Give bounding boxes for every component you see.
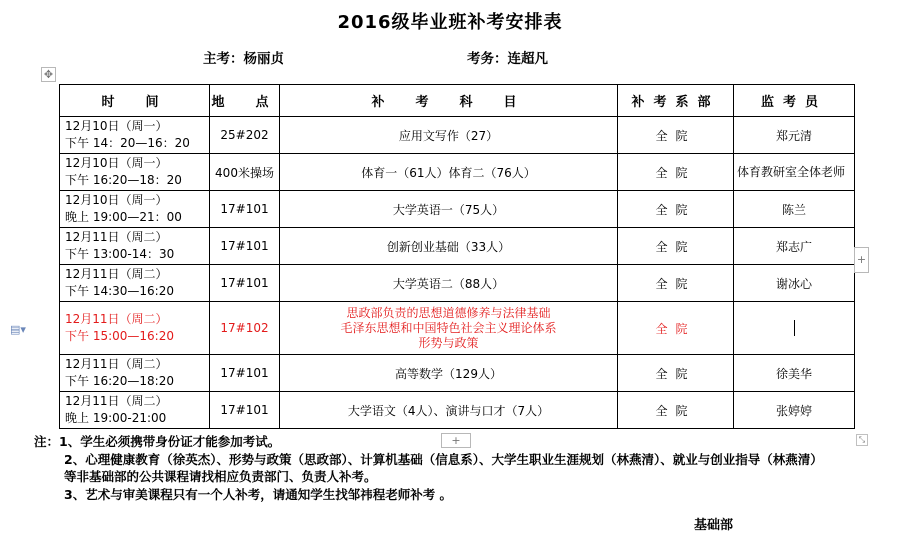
text-cursor xyxy=(794,320,795,336)
header-dept: 补考系部 xyxy=(618,85,734,117)
time-cell[interactable]: 12月11日（周二） 下午 13:00-14：30 xyxy=(60,228,210,265)
time-cell[interactable]: 12月11日（周二） 下午 16:20—18:20 xyxy=(60,355,210,392)
dept-cell[interactable]: 全院 xyxy=(618,154,734,191)
time-cell[interactable]: 12月11日（周二） 晚上 19:00-21:00 xyxy=(60,392,210,429)
invigilator-cell[interactable] xyxy=(734,302,855,355)
note-1: 注：1、学生必须携带身份证才能参加考试。 xyxy=(34,434,281,449)
dept-cell[interactable]: 全院 xyxy=(618,355,734,392)
place-cell[interactable]: 17#101 xyxy=(210,355,280,392)
exam-affairs: 考务：连超凡 xyxy=(467,51,548,67)
subject-cell[interactable]: 思政部负责的思想道德修养与法律基础 毛泽东思想和中国特色社会主义理论体系 形势与政策 xyxy=(280,302,618,355)
place-cell[interactable]: 17#101 xyxy=(210,191,280,228)
table-row xyxy=(60,228,855,265)
page-title: 2016级毕业班补考安排表 xyxy=(337,12,563,33)
invigilator-cell[interactable]: 陈兰 xyxy=(734,191,855,228)
time-cell[interactable]: 12月10日（周一） 下午 14：20—16：20 xyxy=(60,117,210,154)
place-cell[interactable]: 17#101 xyxy=(210,228,280,265)
subject-cell[interactable]: 应用文写作（27） xyxy=(280,117,618,154)
add-column-plus-icon[interactable]: + xyxy=(854,247,869,273)
subject-cell[interactable]: 体育一（61人）体育二（76人） xyxy=(280,154,618,191)
place-cell[interactable]: 25#202 xyxy=(210,117,280,154)
table-row xyxy=(60,191,855,228)
time-cell[interactable]: 12月11日（周二） 下午 14:30—16:20 xyxy=(60,265,210,302)
table-row xyxy=(60,154,855,191)
invigilator-cell[interactable]: 谢冰心 xyxy=(734,265,855,302)
subject-cell[interactable]: 高等数学（129人） xyxy=(280,355,618,392)
dept-cell[interactable]: 全院 xyxy=(618,117,734,154)
table-resize-handle-icon[interactable]: ⤡ xyxy=(856,434,868,446)
note-2-continued: 等非基础部的公共课程请找相应负责部门、负责人补考。 xyxy=(64,469,377,484)
footer-department: 基础部 xyxy=(694,518,734,533)
table-row xyxy=(60,117,855,154)
dept-cell[interactable]: 全院 xyxy=(618,392,734,429)
note-2: 2、心理健康教育（徐英杰）、形势与政策（思政部）、计算机基础（信息系）、大学生职业生涯规划（林燕清）、就业与创业指导（林燕清） xyxy=(64,451,823,467)
subject-cell[interactable]: 大学语文（4人）、演讲与口才（7人） xyxy=(280,392,618,429)
invigilator-cell[interactable]: 体育教研室全体老师 xyxy=(734,154,855,191)
header-place: 地 点 xyxy=(210,85,280,117)
place-cell[interactable]: 17#102 xyxy=(210,302,280,355)
time-cell[interactable]: 12月10日（周一） 下午 16:20—18：20 xyxy=(60,154,210,191)
time-cell[interactable]: 12月11日（周二） 下午 15:00—16:20 xyxy=(60,302,210,355)
place-cell[interactable]: 17#101 xyxy=(210,265,280,302)
chief-examiner: 主考：杨丽贞 xyxy=(203,51,284,67)
table-row xyxy=(60,265,855,302)
dept-cell[interactable]: 全院 xyxy=(618,302,734,355)
dept-cell[interactable]: 全院 xyxy=(618,228,734,265)
place-cell[interactable]: 17#101 xyxy=(210,392,280,429)
subject-cell[interactable]: 大学英语二（88人） xyxy=(280,265,618,302)
header-invigilator: 监考员 xyxy=(734,85,855,117)
dept-cell[interactable]: 全院 xyxy=(618,191,734,228)
schedule-table xyxy=(59,84,855,429)
table-row xyxy=(60,392,855,429)
subject-cell[interactable]: 大学英语一（75人） xyxy=(280,191,618,228)
note-3: 3、艺术与审美课程只有一个人补考，请通知学生找邹祎程老师补考 。 xyxy=(64,486,453,502)
table-row-highlighted xyxy=(60,302,855,355)
invigilator-cell[interactable]: 徐美华 xyxy=(734,355,855,392)
notes xyxy=(34,433,874,503)
header-subject: 补 考 科 目 xyxy=(280,85,618,117)
subject-cell[interactable]: 创新创业基础（33人） xyxy=(280,228,618,265)
document-icon[interactable]: ▤▾ xyxy=(10,323,26,336)
invigilator-cell[interactable]: 郑元清 xyxy=(734,117,855,154)
table-move-handle-icon[interactable]: ✥ xyxy=(41,67,56,82)
dept-cell[interactable]: 全院 xyxy=(618,265,734,302)
time-cell[interactable]: 12月10日（周一） 晚上 19:00—21：00 xyxy=(60,191,210,228)
header-time: 时 间 xyxy=(60,85,210,117)
table-row xyxy=(60,355,855,392)
invigilator-cell[interactable]: 张婷婷 xyxy=(734,392,855,429)
add-row-plus-icon[interactable]: + xyxy=(441,433,471,448)
place-cell[interactable]: 400米操场 xyxy=(210,154,280,191)
invigilator-cell[interactable]: 郑志广 xyxy=(734,228,855,265)
header-row xyxy=(60,85,855,117)
